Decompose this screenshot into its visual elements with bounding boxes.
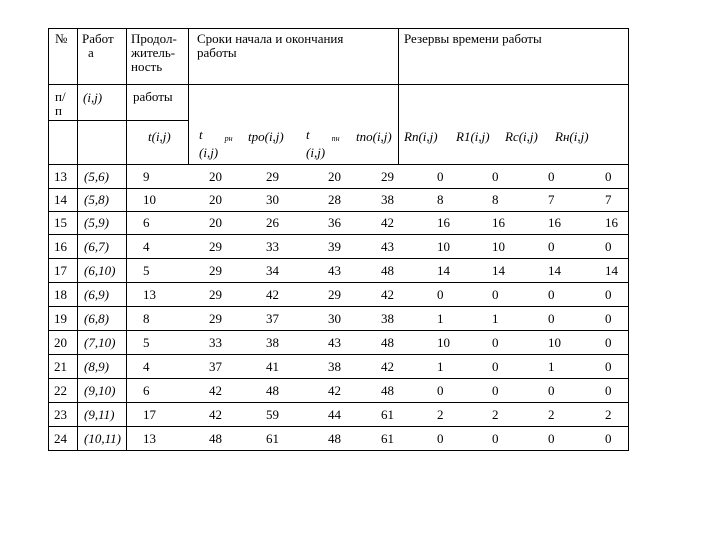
cell-tpn: 43 (328, 263, 341, 278)
cell-tpn: 36 (328, 215, 341, 230)
cell-tpo: 42 (381, 359, 394, 374)
cell-work: (6,10) (84, 263, 116, 278)
col-divider (188, 28, 189, 164)
cell-duration: 5 (143, 335, 150, 350)
col-divider (126, 28, 127, 164)
header-rp: Rп(i,j) (404, 129, 438, 144)
header-duration-label: ность (131, 59, 163, 74)
header-duration-label: t(i,j) (148, 129, 171, 144)
cell-rp: 10 (437, 335, 450, 350)
header-work-label: Работ (82, 31, 114, 46)
cell-number: 24 (54, 431, 67, 446)
table-border-right (628, 28, 629, 450)
header-tpn-t: t (306, 127, 310, 142)
header-tpo: tпо(i,j) (356, 129, 392, 144)
cell-work: (10,11) (84, 431, 121, 446)
cell-rn: 14 (605, 263, 618, 278)
cell-r1: 10 (492, 239, 505, 254)
cell-rc: 10 (548, 335, 561, 350)
cell-tpo: 48 (381, 383, 394, 398)
cell-rp: 0 (437, 383, 444, 398)
cell-number: 15 (54, 215, 67, 230)
cell-number: 18 (54, 287, 67, 302)
cell-number: 20 (54, 335, 67, 350)
cell-rp: 10 (437, 239, 450, 254)
row-divider (48, 188, 628, 189)
cell-work: (5,8) (84, 192, 109, 207)
header-trn-ij: (i,j) (199, 145, 219, 160)
cell-tpn: 29 (328, 287, 341, 302)
cell-duration: 5 (143, 263, 150, 278)
cell-tpo: 61 (381, 431, 394, 446)
header-number-label: п/ (55, 89, 66, 104)
cell-tpo: 29 (381, 169, 394, 184)
header-r1: R1(i,j) (456, 129, 490, 144)
cell-number: 22 (54, 383, 67, 398)
cell-trn: 29 (209, 311, 222, 326)
header-work-label: а (88, 45, 94, 60)
cell-tro: 38 (266, 335, 279, 350)
cell-tpn: 43 (328, 335, 341, 350)
cell-duration: 17 (143, 407, 156, 422)
row-divider (48, 258, 628, 259)
cell-work: (5,9) (84, 215, 109, 230)
cell-tro: 33 (266, 239, 279, 254)
cell-r1: 14 (492, 263, 505, 278)
cell-tro: 34 (266, 263, 279, 278)
cell-tro: 42 (266, 287, 279, 302)
cell-trn: 42 (209, 407, 222, 422)
col-divider (398, 28, 399, 164)
cell-trn: 42 (209, 383, 222, 398)
cell-tro: 29 (266, 169, 279, 184)
cell-r1: 16 (492, 215, 505, 230)
cell-work: (9,10) (84, 383, 116, 398)
header-number-label: № (55, 31, 68, 46)
row-divider (48, 426, 628, 427)
cell-tpo: 38 (381, 192, 394, 207)
cell-number: 13 (54, 169, 67, 184)
cell-rn: 0 (605, 335, 612, 350)
cell-rn: 7 (605, 192, 612, 207)
cell-r1: 1 (492, 311, 499, 326)
cell-tpn: 20 (328, 169, 341, 184)
header-duration-label: житель- (131, 45, 176, 60)
cell-tro: 37 (266, 311, 279, 326)
cell-tpo: 38 (381, 311, 394, 326)
cell-duration: 8 (143, 311, 150, 326)
cell-trn: 48 (209, 431, 222, 446)
cell-rc: 0 (548, 287, 555, 302)
cell-work: (5,6) (84, 169, 109, 184)
cell-rp: 8 (437, 192, 444, 207)
cell-work: (6,9) (84, 287, 109, 302)
cell-tpo: 43 (381, 239, 394, 254)
cell-tpn: 42 (328, 383, 341, 398)
header-reserves-group: Резервы времени работы (404, 31, 542, 46)
cell-rc: 16 (548, 215, 561, 230)
row-divider (48, 354, 628, 355)
cell-tpn: 28 (328, 192, 341, 207)
col-divider (126, 164, 127, 450)
cell-number: 23 (54, 407, 67, 422)
row-divider (48, 234, 628, 235)
cell-tpo: 42 (381, 215, 394, 230)
cell-duration: 4 (143, 359, 150, 374)
cell-rc: 0 (548, 239, 555, 254)
cell-rn: 0 (605, 383, 612, 398)
cell-number: 17 (54, 263, 67, 278)
cell-rn: 0 (605, 311, 612, 326)
header-times-group: Сроки начала и окончания (197, 31, 344, 46)
header-work-label: (i,j) (83, 90, 103, 105)
header-rc: Rс(i,j) (505, 129, 538, 144)
row-divider (48, 211, 628, 212)
cell-tro: 48 (266, 383, 279, 398)
table-border-bottom (48, 450, 629, 451)
cell-duration: 6 (143, 383, 150, 398)
header-trn (199, 128, 233, 146)
cell-rn: 0 (605, 287, 612, 302)
cell-trn: 20 (209, 169, 222, 184)
cell-trn: 20 (209, 215, 222, 230)
cell-trn: 29 (209, 263, 222, 278)
cell-rp: 0 (437, 287, 444, 302)
cell-rc: 2 (548, 407, 555, 422)
row-divider (48, 282, 628, 283)
row-divider (48, 378, 628, 379)
cell-rp: 0 (437, 169, 444, 184)
cell-tpn: 39 (328, 239, 341, 254)
cell-tpo: 61 (381, 407, 394, 422)
cell-tpo: 42 (381, 287, 394, 302)
cell-tro: 61 (266, 431, 279, 446)
cell-duration: 13 (143, 287, 156, 302)
cell-rn: 0 (605, 359, 612, 374)
header-tpn-sub: пн (331, 134, 340, 143)
row-divider (48, 330, 628, 331)
cell-tro: 41 (266, 359, 279, 374)
cell-rp: 0 (437, 431, 444, 446)
cell-rp: 2 (437, 407, 444, 422)
cell-r1: 0 (492, 431, 499, 446)
cell-rn: 0 (605, 169, 612, 184)
cell-number: 19 (54, 311, 67, 326)
cell-duration: 4 (143, 239, 150, 254)
col-divider (77, 164, 78, 450)
row-divider (48, 84, 628, 85)
header-trn-t: t (199, 127, 203, 142)
cell-rn: 0 (605, 431, 612, 446)
cell-rc: 14 (548, 263, 561, 278)
cell-tro: 59 (266, 407, 279, 422)
cell-r1: 0 (492, 287, 499, 302)
cell-trn: 37 (209, 359, 222, 374)
cell-rc: 0 (548, 383, 555, 398)
cell-rc: 0 (548, 311, 555, 326)
cell-r1: 8 (492, 192, 499, 207)
cell-work: (6,8) (84, 311, 109, 326)
cell-tpn: 44 (328, 407, 341, 422)
cell-work: (9,11) (84, 407, 115, 422)
header-number-label: п (55, 103, 62, 118)
cell-trn: 29 (209, 287, 222, 302)
cell-r1: 2 (492, 407, 499, 422)
header-body-divider (48, 164, 628, 165)
cell-rp: 14 (437, 263, 450, 278)
row-divider (48, 306, 628, 307)
cell-tpn: 38 (328, 359, 341, 374)
cell-tro: 26 (266, 215, 279, 230)
cell-tro: 30 (266, 192, 279, 207)
cell-rp: 1 (437, 311, 444, 326)
header-trn-sub: рн (224, 134, 233, 143)
cell-work: (6,7) (84, 239, 109, 254)
row-divider (48, 402, 628, 403)
cell-trn: 29 (209, 239, 222, 254)
cell-r1: 0 (492, 359, 499, 374)
cell-duration: 13 (143, 431, 156, 446)
cell-rc: 7 (548, 192, 555, 207)
header-tro: tро(i,j) (248, 129, 284, 144)
cell-number: 21 (54, 359, 67, 374)
cell-number: 14 (54, 192, 67, 207)
cell-r1: 0 (492, 335, 499, 350)
cell-tpn: 30 (328, 311, 341, 326)
cell-rp: 16 (437, 215, 450, 230)
cell-number: 16 (54, 239, 67, 254)
cell-rp: 1 (437, 359, 444, 374)
col-divider (77, 28, 78, 164)
cell-duration: 10 (143, 192, 156, 207)
header-duration-label: работы (133, 89, 173, 104)
header-tpn-ij: (i,j) (306, 145, 326, 160)
cell-rc: 0 (548, 169, 555, 184)
cell-rn: 0 (605, 239, 612, 254)
cell-work: (7,10) (84, 335, 116, 350)
cell-tpo: 48 (381, 335, 394, 350)
cell-duration: 6 (143, 215, 150, 230)
row-divider (48, 120, 188, 121)
cell-work: (8,9) (84, 359, 109, 374)
cell-trn: 33 (209, 335, 222, 350)
header-tpn (306, 128, 340, 146)
header-rn: Rн(i,j) (555, 129, 589, 144)
cell-rc: 0 (548, 431, 555, 446)
cell-rc: 1 (548, 359, 555, 374)
cell-r1: 0 (492, 169, 499, 184)
cell-trn: 20 (209, 192, 222, 207)
cell-duration: 9 (143, 169, 150, 184)
cell-rn: 16 (605, 215, 618, 230)
cell-r1: 0 (492, 383, 499, 398)
header-times-group: работы (197, 45, 237, 60)
cell-rn: 2 (605, 407, 612, 422)
header-duration-label: Продол- (131, 31, 177, 46)
cell-tpo: 48 (381, 263, 394, 278)
cell-tpn: 48 (328, 431, 341, 446)
